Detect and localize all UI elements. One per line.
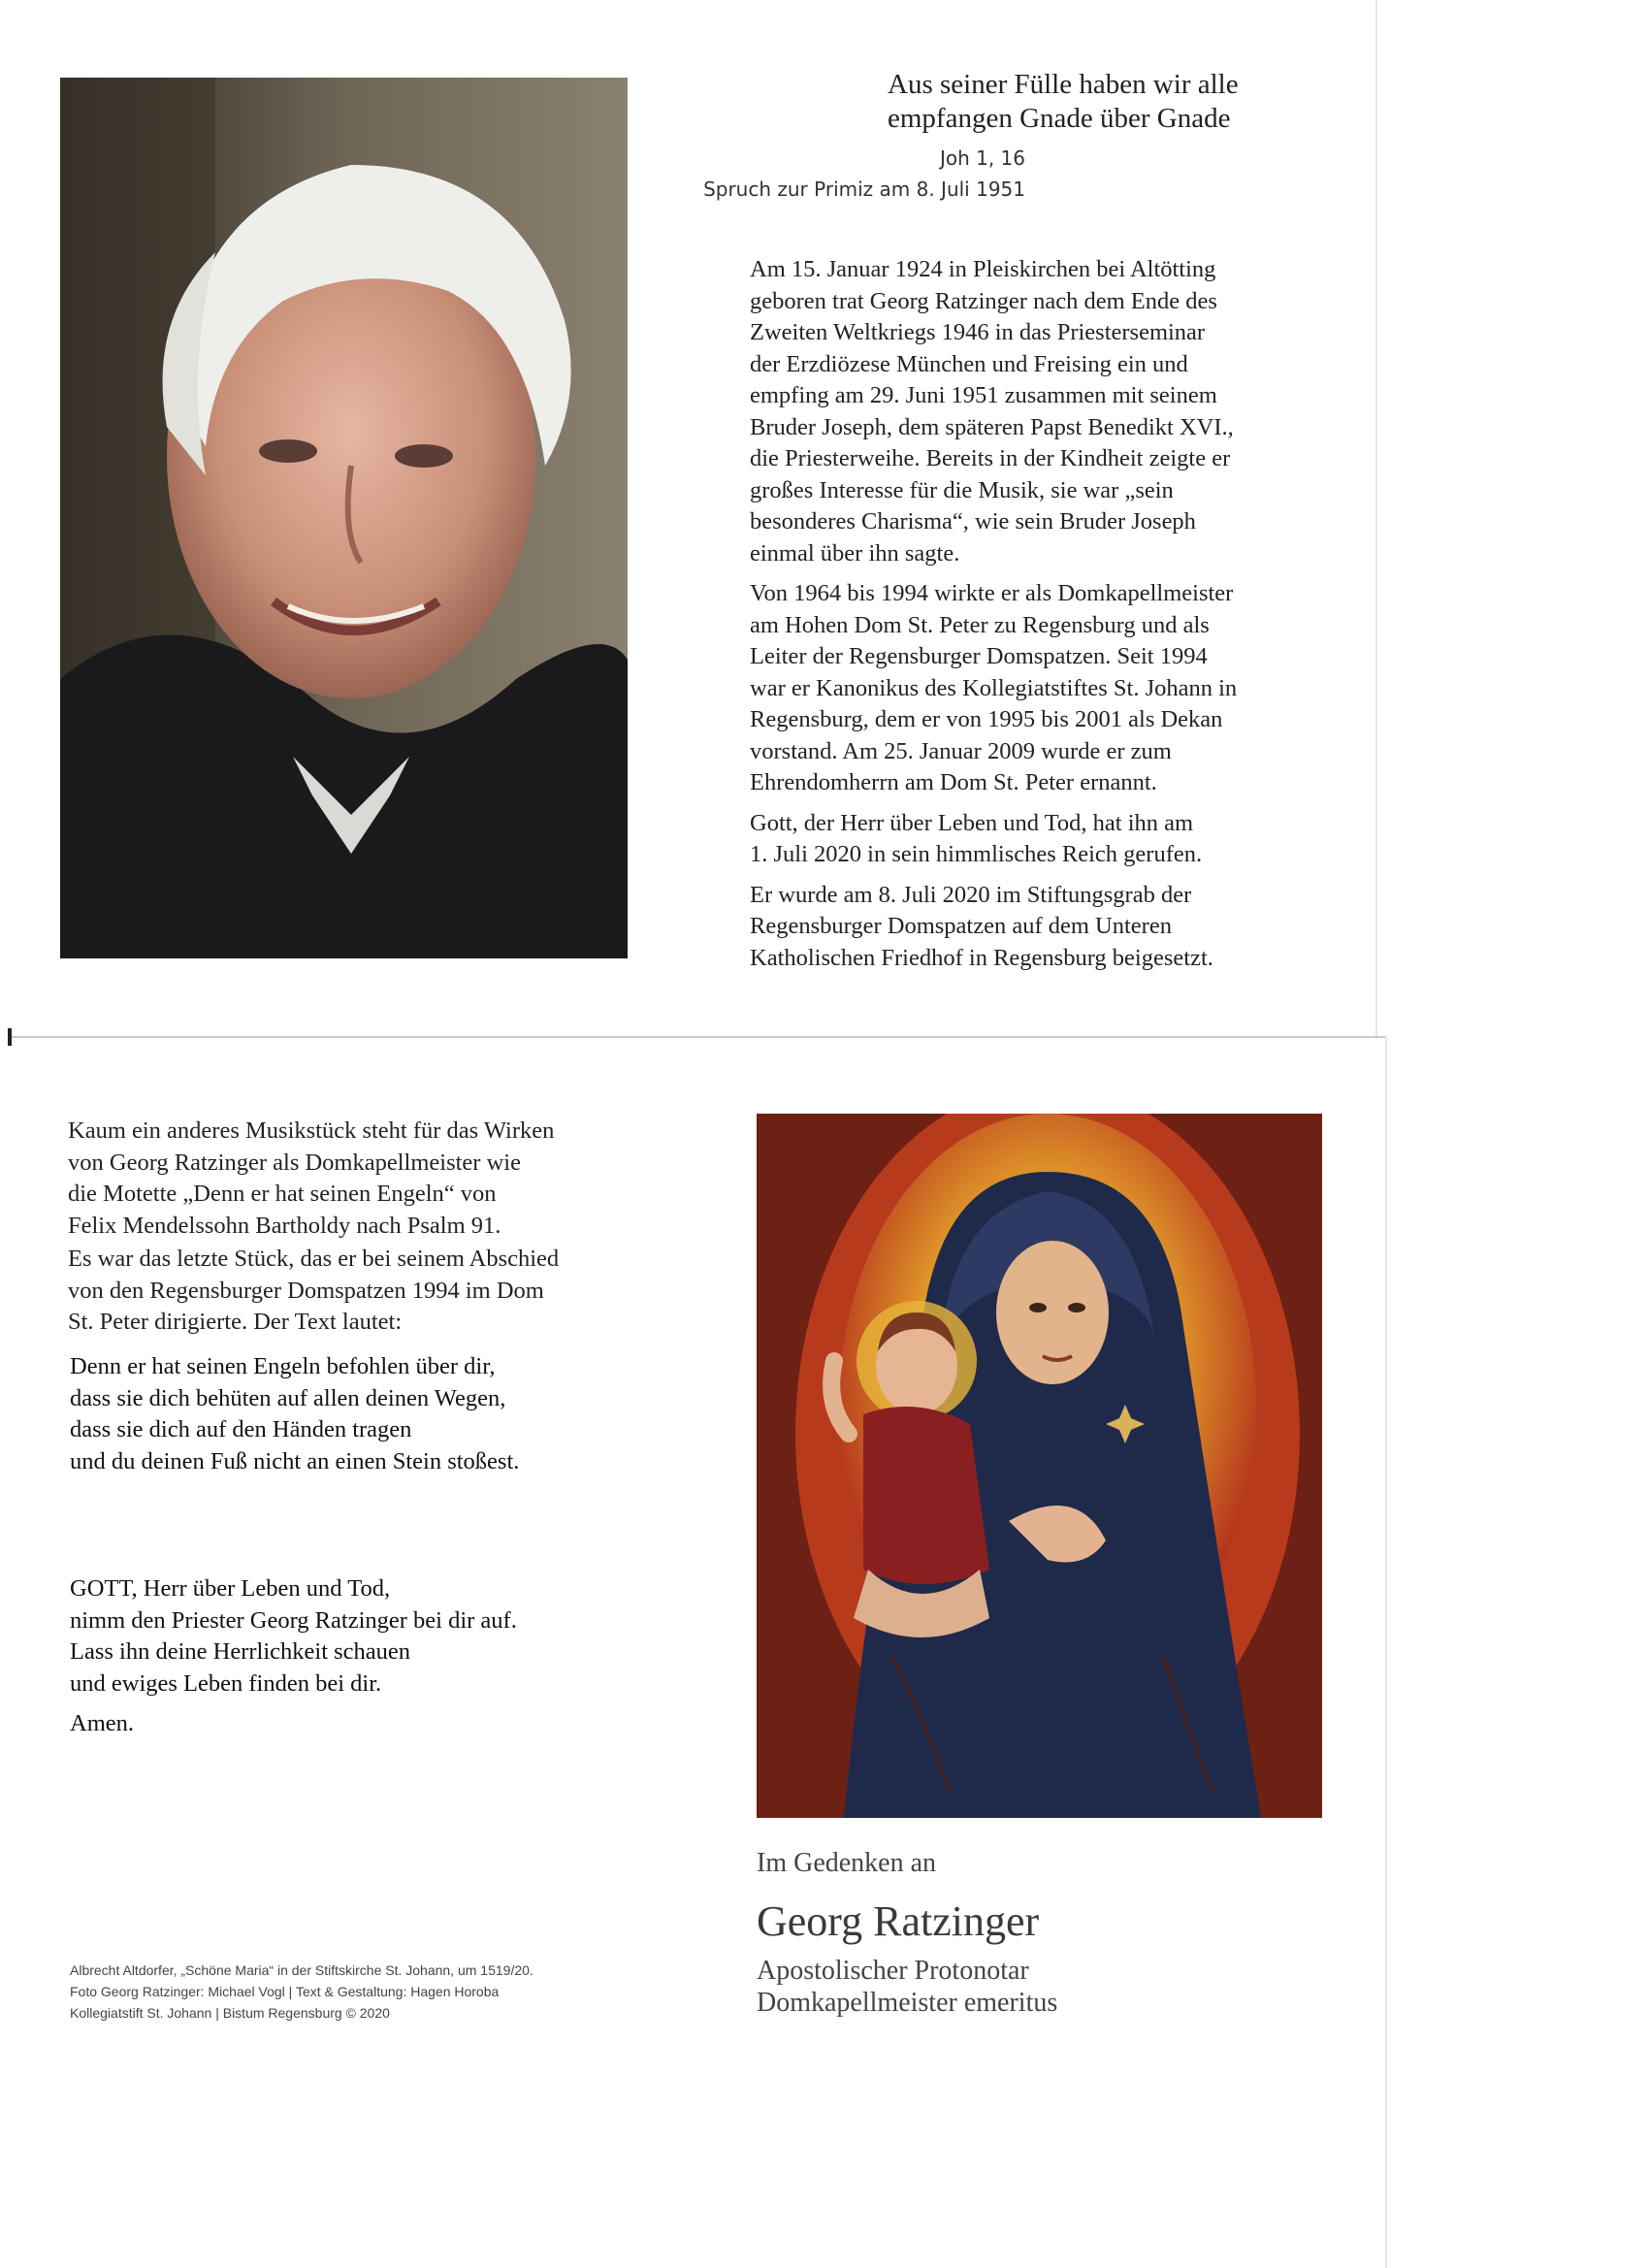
text-line: St. Peter dirigierte. Der Text lautet: bbox=[68, 1309, 403, 1335]
text-line: Er wurde am 8. Juli 2020 im Stiftungsgrab der bbox=[750, 881, 1192, 908]
scripture-ref: Joh 1, 16 bbox=[939, 146, 1025, 170]
paragraph bbox=[68, 1116, 669, 1242]
intro-text bbox=[68, 1116, 669, 1339]
text-line: von Georg Ratzinger als Domkapellmeister wie bbox=[68, 1149, 521, 1176]
text-line: Regensburger Domspatzen auf dem Unteren bbox=[750, 913, 1172, 939]
text-line: Bruder Joseph, dem späteren Papst Benedikt XVI., bbox=[750, 413, 1234, 440]
ordination-note: Spruch zur Primiz am 8. Juli 1951 bbox=[703, 178, 1025, 201]
honorific-titles bbox=[757, 1955, 1057, 2019]
deceased-name: Georg Ratzinger bbox=[757, 1897, 1040, 1945]
text-line: Zweiten Weltkriegs 1946 in das Priesterseminar bbox=[750, 319, 1206, 345]
amen: Amen. bbox=[70, 1710, 134, 1736]
motto-line: Aus seiner Fülle haben wir alle bbox=[888, 69, 1239, 100]
paragraph bbox=[750, 880, 1303, 975]
biography bbox=[750, 254, 1303, 983]
psalm-line: und du deinen Fuß nicht an einen Stein stoßest. bbox=[70, 1447, 520, 1474]
text-line: war er Kanonikus des Kollegiatstiftes St. Johann in bbox=[750, 674, 1238, 701]
title-line: Apostolischer Protonotar bbox=[757, 1956, 1029, 1986]
text-line: Katholischen Friedhof in Regensburg beigesetzt. bbox=[750, 944, 1213, 971]
psalm-quote bbox=[70, 1351, 671, 1477]
text-line: die Motette „Denn er hat seinen Engeln“ von bbox=[68, 1181, 497, 1207]
text-line: einmal über ihn sagte. bbox=[750, 539, 960, 567]
paragraph bbox=[750, 808, 1303, 871]
text-line: geboren trat Georg Ratzinger nach dem Ende des bbox=[750, 287, 1217, 314]
text-line: vorstand. Am 25. Januar 2009 wurde er zum bbox=[750, 737, 1172, 764]
text-line: am Hohen Dom St. Peter zu Regensburg und als bbox=[750, 611, 1210, 638]
text-line: Kaum ein anderes Musikstück steht für das Wirken bbox=[68, 1118, 555, 1144]
motto-line: empfangen Gnade über Gnade bbox=[888, 103, 1231, 134]
paragraph bbox=[750, 578, 1303, 799]
psalm-line: Denn er hat seinen Engeln befohlen über dir, bbox=[70, 1353, 496, 1379]
paragraph bbox=[750, 254, 1303, 569]
madonna-painting bbox=[757, 1114, 1322, 1818]
psalm-line: dass sie dich auf den Händen tragen bbox=[70, 1416, 412, 1442]
text-line: Es war das letzte Stück, das er bei seinem Abschied bbox=[68, 1246, 560, 1272]
memorial-card-front bbox=[0, 0, 1377, 1036]
text-line: von den Regensburger Domspatzen 1994 im Dom bbox=[68, 1277, 544, 1304]
prayer-line: GOTT, Herr über Leben und Tod, bbox=[70, 1575, 391, 1602]
prayer-line: nimm den Priester Georg Ratzinger bei dir auf. bbox=[70, 1606, 517, 1634]
text-line: Am 15. Januar 1924 in Pleiskirchen bei Altötting bbox=[750, 256, 1216, 282]
prayer-line: und ewiges Leben finden bei dir. bbox=[70, 1669, 382, 1697]
paragraph bbox=[68, 1244, 669, 1339]
text-line: großes Interesse für die Musik, sie war „sein bbox=[750, 476, 1174, 503]
credit-line: Albrecht Altdorfer, „Schöne Maria“ in der Stiftskirche St. Johann, um 1519/20. bbox=[70, 1962, 534, 1978]
text-line: die Priesterweihe. Bereits in der Kindheit zeigte er bbox=[750, 445, 1231, 471]
text-line: Felix Mendelssohn Bartholdy nach Psalm 91. bbox=[68, 1212, 501, 1239]
title-line: Domkapellmeister emeritus bbox=[757, 1988, 1058, 2018]
prayer bbox=[70, 1573, 671, 1740]
credit-line: Foto Georg Ratzinger: Michael Vogl | Text & Gestaltung: Hagen Horoba bbox=[70, 1984, 500, 1999]
text-line: Regensburg, dem er von 1995 bis 2001 als Dekan bbox=[750, 706, 1223, 732]
text-line: Leiter der Regensburger Domspatzen. Seit 1994 bbox=[750, 643, 1208, 669]
text-line: empfing am 29. Juni 1951 zusammen mit seinem bbox=[750, 382, 1217, 408]
text-line: besonderes Charisma“, wie sein Bruder Joseph bbox=[750, 508, 1196, 535]
text-line: Ehrendomherrn am Dom St. Peter ernannt. bbox=[750, 769, 1157, 795]
text-line: 1. Juli 2020 in sein himmlisches Reich gerufen. bbox=[750, 841, 1203, 867]
portrait-photo bbox=[60, 78, 628, 958]
text-line: Gott, der Herr über Leben und Tod, hat ihn am bbox=[750, 809, 1194, 836]
card-edge bbox=[1375, 0, 1377, 1036]
credits bbox=[70, 1960, 671, 2024]
psalm-line: dass sie dich behüten auf allen deinen Wegen, bbox=[70, 1384, 506, 1411]
credit-line: Kollegiatstift St. Johann | Bistum Regensburg © 2020 bbox=[70, 2005, 390, 2021]
scripture-reference bbox=[703, 143, 1025, 205]
text-line: der Erzdiözese München und Freising ein und bbox=[750, 350, 1188, 377]
motto bbox=[888, 68, 1334, 136]
prayer-line: Lass ihn deine Herrlichkeit schauen bbox=[70, 1638, 411, 1665]
text-line: Von 1964 bis 1994 wirkte er als Domkapellmeister bbox=[750, 580, 1234, 606]
memorial-label: Im Gedenken an bbox=[757, 1848, 937, 1878]
